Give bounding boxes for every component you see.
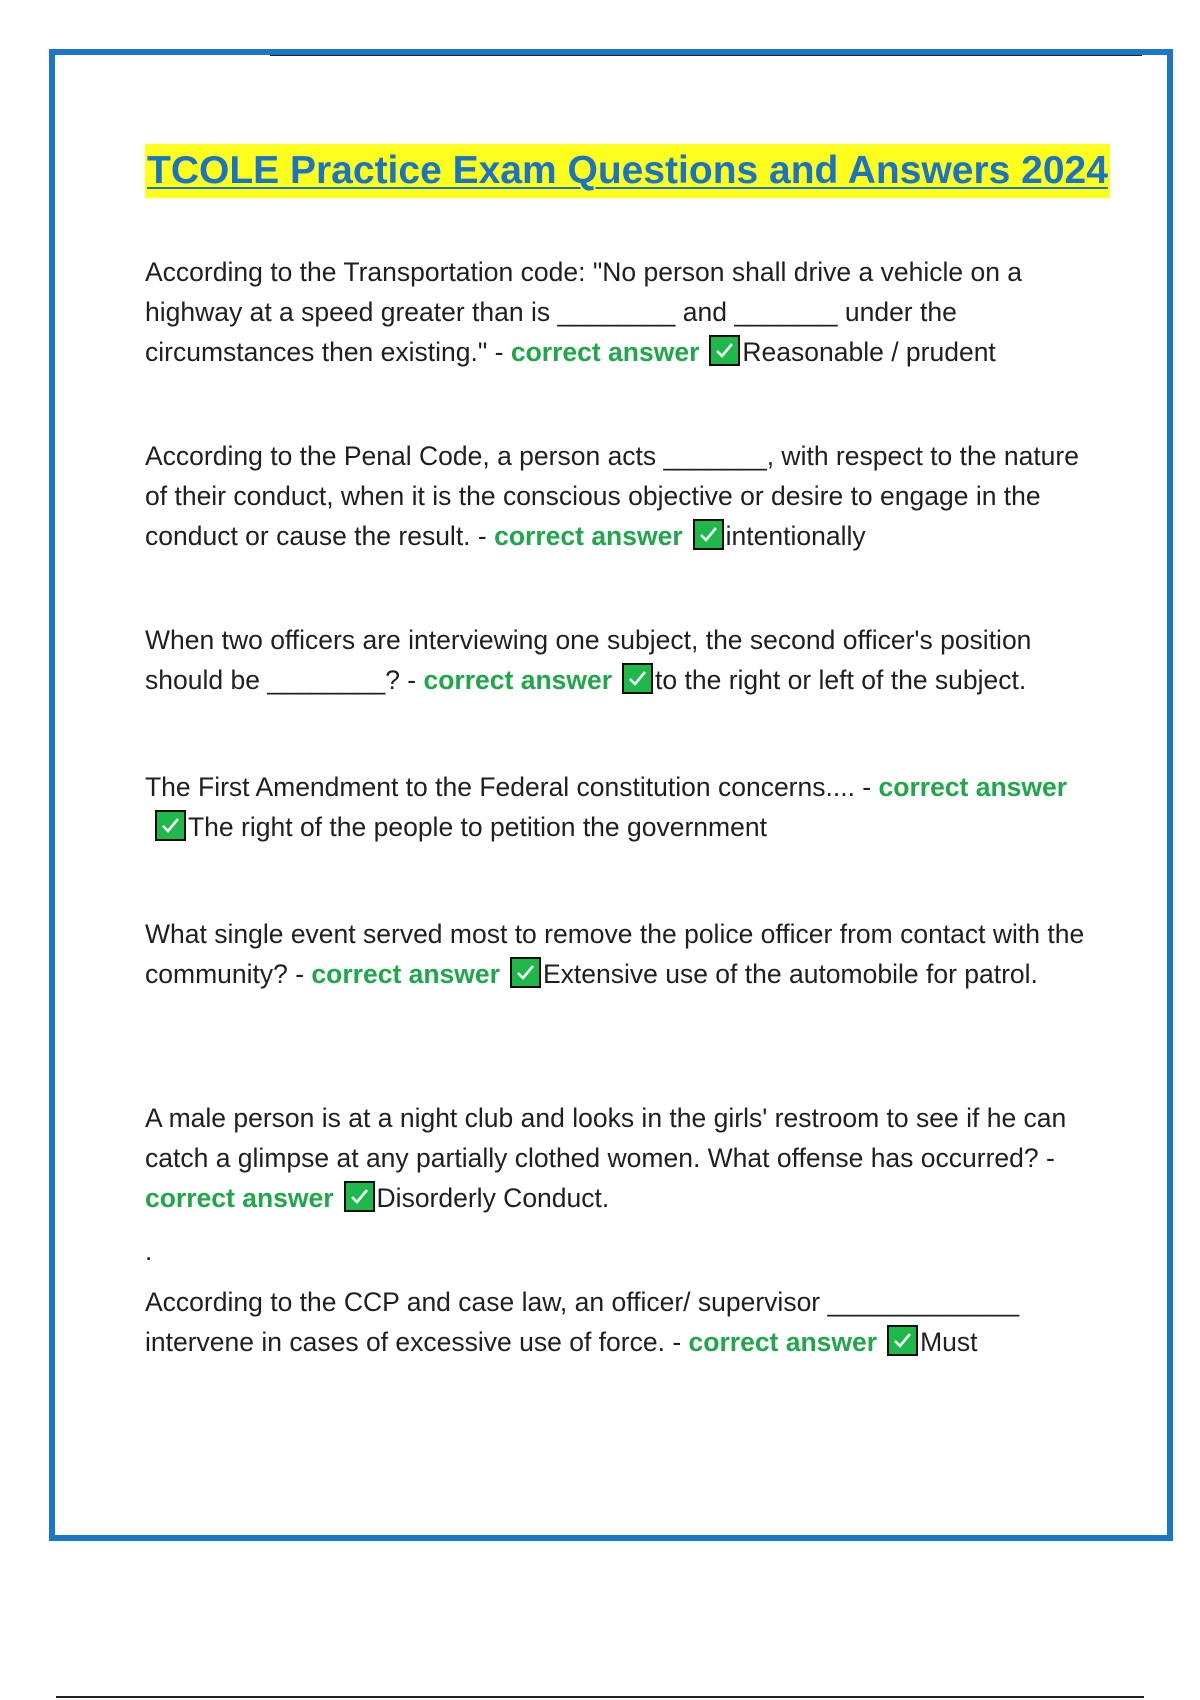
correct-answer-label: correct answer bbox=[145, 1183, 334, 1213]
answer-text: Reasonable / prudent bbox=[742, 337, 996, 367]
question-text: According to the Penal Code, a person acts _______, with respect to the nature of their conduct, when it is the conscious objective or desire to engage in the conduct or cause the result. - bbox=[145, 441, 1079, 551]
correct-answer-label: correct answer bbox=[510, 337, 700, 367]
answer-text: to the right or left of the subject. bbox=[655, 665, 1027, 695]
correct-answer-label: correct answer bbox=[494, 521, 683, 551]
separator-dot: . bbox=[145, 1236, 153, 1266]
question-text: According to the CCP and case law, an officer/ supervisor _____________ intervene in cases of excessive use of force. - bbox=[145, 1287, 1020, 1357]
qa-item-5 bbox=[145, 914, 1095, 994]
qa-item-3 bbox=[145, 620, 1095, 700]
checkmark-icon bbox=[510, 957, 541, 988]
correct-answer-label: correct answer bbox=[878, 772, 1068, 802]
checkmark-icon bbox=[622, 663, 653, 694]
question-text: The First Amendment to the Federal constitution concerns.... - bbox=[145, 772, 872, 802]
page-title: TCOLE Practice Exam Questions and Answers 2024 bbox=[145, 144, 1110, 198]
answer-text: The right of the people to petition the government bbox=[188, 812, 767, 842]
qa-item-7 bbox=[145, 1282, 1095, 1362]
checkmark-icon bbox=[887, 1325, 918, 1356]
answer-text: Must bbox=[920, 1327, 978, 1357]
question-text: A male person is at a night club and looks in the girls' restroom to see if he can catch a glimpse at any partially clothed women. What offense has occurred? - bbox=[145, 1103, 1067, 1173]
correct-answer-label: correct answer bbox=[423, 665, 613, 695]
bottom-rule bbox=[56, 1696, 1144, 1698]
answer-text: Extensive use of the automobile for patrol. bbox=[542, 959, 1038, 989]
checkmark-icon bbox=[155, 810, 186, 841]
answer-text: intentionally bbox=[725, 521, 866, 551]
question-text: What single event served most to remove the police officer from contact with the community? - bbox=[145, 919, 1085, 989]
correct-answer-label: correct answer bbox=[688, 1327, 878, 1357]
question-text: According to the Transportation code: "No person shall drive a vehicle on a highway at a speed greater than is ________ and _______ under the circumstances then existing." - bbox=[145, 257, 1023, 367]
checkmark-icon bbox=[344, 1181, 375, 1212]
qa-item-6 bbox=[145, 1098, 1095, 1218]
checkmark-icon bbox=[693, 519, 724, 550]
qa-item-2 bbox=[145, 436, 1095, 556]
checkmark-icon bbox=[709, 335, 740, 366]
qa-item-1 bbox=[145, 252, 1095, 372]
answer-text: Disorderly Conduct. bbox=[376, 1183, 610, 1213]
correct-answer-label: correct answer bbox=[311, 959, 500, 989]
question-text: When two officers are interviewing one subject, the second officer's position should be ________? - bbox=[145, 625, 1032, 695]
qa-item-4 bbox=[145, 767, 1095, 847]
